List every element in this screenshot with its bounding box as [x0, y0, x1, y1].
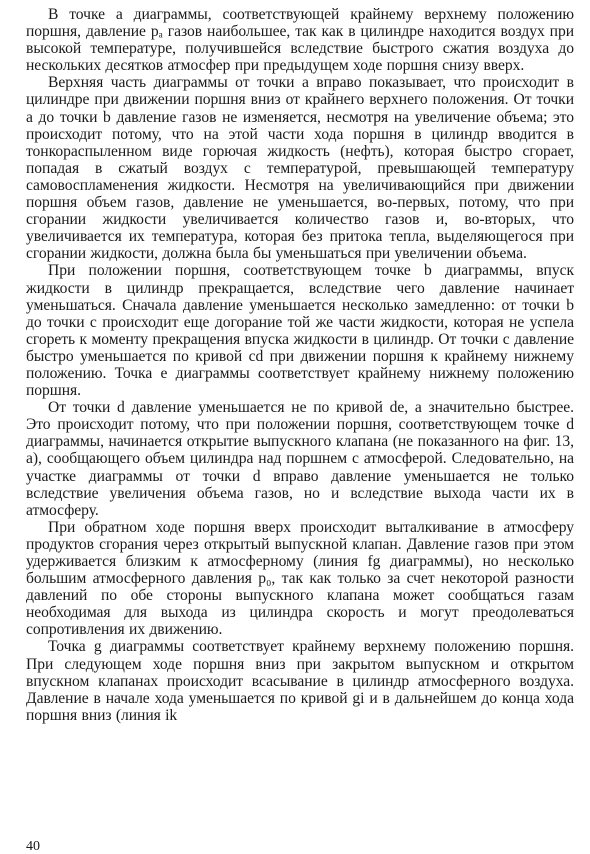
paragraph-3: При положении поршня, соответствующем точке b диаграммы, впуск жидкости в цилиндр прекращается, вследствие чего давление начинает уменьшаться. Сначала давление уменьшается несколько замедленно: от точки b до точки c происходит еще догорание той же части жидкости, которая не успела сгореть к моменту прекращения впуска жидкости в цилиндр. От точки c давление быстро уменьшается по кривой cd при движении поршня к крайнему нижнему положению. Точка e диаграммы соответствует крайнему нижнему положению поршня.	[26, 262, 574, 400]
page-number: 40	[26, 840, 40, 854]
paragraph-1: В точке a диаграммы, соответствующей крайнему верхнему положению поршня, давление pₐ газов наибольшее, так как в цилиндре находится воздух при высокой температуре, получившейся вследствие быстрого сжатия воздуха до нескольких десятков атмосфер при предыдущем ходе поршня снизу вверх.	[26, 6, 574, 75]
paragraph-6: Точка g диаграммы соответствует крайнему верхнему положению поршня. При следующем ходе поршня вниз при закрытом выпускном и открытом впускном клапанах происходит всасывание в цилиндр атмосферного воздуха. Давление в начале хода уменьшается по кривой gi и в дальнейшем до конца хода поршня вниз (линия ik	[26, 638, 574, 724]
paragraph-4: От точки d давление уменьшается не по кривой de, а значительно быстрее. Это происходит потому, что при положении поршня, соответствующем точке d диаграммы, начинается открытие выпускного клапана (не показанного на фиг. 13, a), сообщающего объем цилиндра над поршнем с атмосферой. Следовательно, на участке диаграммы от точки d вправо давление уменьшается не только вследствие увеличения объема газов, но и вследствие выхода части их в атмосферу.	[26, 399, 574, 519]
page-body	[26, 6, 574, 846]
paragraph-5: При обратном ходе поршня вверх происходит выталкивание в атмосферу продуктов сгорания через открытый выпускной клапан. Давление газов при этом удерживается близким к атмосферному (линия fg диаграммы), но несколько большим атмосферного давления p₀, так как только за счет некоторой разности давлений по обе стороны выпускного клапана может сообщаться газам необходимая для выхода из цилиндра скорость и могут преодолеваться сопротивления их движению.	[26, 518, 574, 639]
paragraph-2: Верхняя часть диаграммы от точки a вправо показывает, что происходит в цилиндре при движении поршня вниз от крайнего верхнего положения. От точки a до точки b давление газов не изменяется, несмотря на увеличение объема; это происходит потому, что на этой части хода поршня в цилиндр вводится в тонкораспыленном виде горючая жидкость (нефть), которая быстро сгорает, попадая в сжатый воздух с температурой, превышающей температуру самовоспламенения жидкости. Несмотря на увеличивающийся при движении поршня объем газов, давление не уменьшается, во-первых, потому, что при сгорании жидкости увеличивается количество газов и, во-вторых, что увеличивается их температура, которая без притока тепла, выделяющегося при сгорании жидкости, должна была бы уменьшаться при увеличении объема.	[26, 74, 574, 263]
